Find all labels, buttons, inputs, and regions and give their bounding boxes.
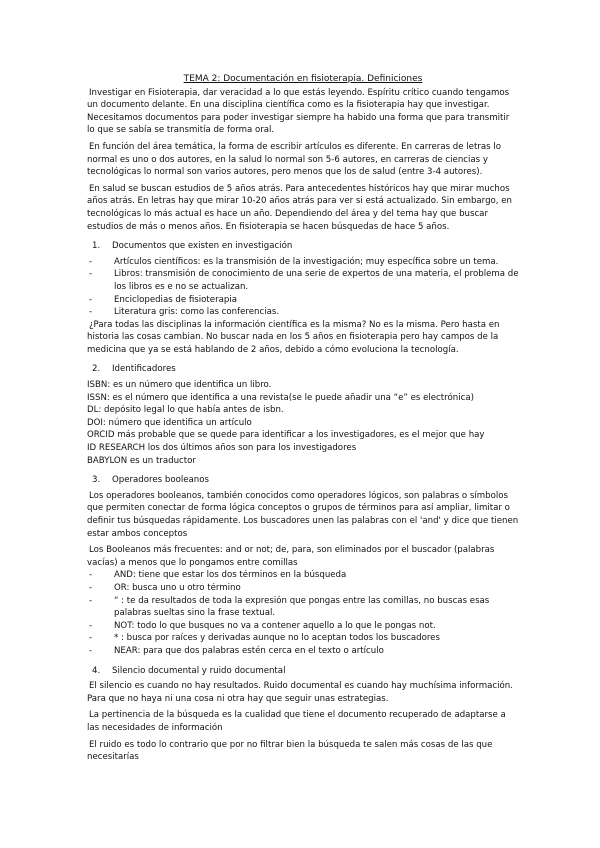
section-heading-identificadores — [87, 363, 519, 376]
section-title: Silencio documental y ruido documental — [112, 665, 286, 676]
identifier-line: ISBN: es un número que identifica un libro. — [87, 380, 272, 391]
list-item: - * : busca por raíces y derivadas aunque no lo aceptan todos los buscadores — [87, 632, 519, 645]
section-number: 2. — [92, 364, 101, 375]
intro-paragraph: En función del área temática, la forma de escribir artículos es diferente. En carreras de letras lo normal es uno o dos autores, en la salud lo normal son 5-6 autores, en carreras de ciencias y tecnológicas lo normal son varios autores, pero menos que los de salud (entre 3-4 autores). — [87, 141, 501, 178]
document-body — [87, 73, 519, 764]
identifier-line: ISSN: es el número que identifica a una revista(se le puede añadir una “e” es electrónica) — [87, 392, 474, 403]
section-heading-booleanos — [87, 474, 519, 487]
section-heading-silencio — [87, 665, 519, 678]
identifier-line: DOI: número que identifica un artículo — [87, 417, 252, 428]
document-title: TEMA 2: Documentación en fisioterapia. Definiciones — [183, 74, 423, 84]
operators-list — [87, 569, 519, 657]
list-item: - “ : te da resultados de toda la expresión que pongas entre las comillas, no buscas esas palabras sueltas sino la frase textual. — [87, 595, 519, 620]
identifier-line: BABYLON es un traductor — [87, 455, 196, 466]
section-paragraph: Los operadores booleanos, también conocidos como operadores lógicos, son palabras o símbolos que permiten conectar de forma lógica conceptos o grupos de términos para así ampliar, limitar o definir tus búsquedas rápidamente. Los buscadores unen las palabras con el 'and' y dice que tienen estar ambos conceptos — [87, 490, 519, 539]
list-item: - OR: busca uno u otro término — [87, 582, 519, 595]
section-title: Documentos que existen en investigación — [112, 241, 293, 252]
identifier-line: ORCID más probable que se quede para identificar a los investigadores, es el mejor que hay — [87, 430, 485, 441]
intro-paragraph: En salud se buscan estudios de 5 años atrás. Para antecedentes históricos hay que mirar muchos años atrás. En letras hay que mirar 10-20 años atrás para ver si está actualizado. Sin embargo, en tecnológicas lo más actual es hace un año. Dependiendo del área y del tema hay que buscar estudios de más o menos años. En fisioterapia se hacen búsquedas de hace 5 años. — [87, 183, 512, 232]
list-item: - Enciclopedias de fisioterapia — [87, 294, 519, 307]
section-paragraph: La pertinencia de la búsqueda es la cualidad que tiene el documento recuperado de adaptarse a las necesidades de información — [87, 710, 506, 733]
section-paragraph: ¿Para todas las disciplinas la información científica es la misma? No es la misma. Pero hasta en historia las cosas cambian. No buscar nada en los 5 años en fisioterapia pero hay campos de la medicina que ya se está hablando de 2 años, debido a cómo evoluciona la tecnología. — [87, 319, 500, 355]
section-heading-documentos — [87, 240, 519, 253]
section-paragraph: El ruido es todo lo contrario que por no filtrar bien la búsqueda te salen más cosas de las que necesitarías — [87, 739, 493, 763]
section-title: Identificadores — [112, 364, 176, 375]
section-title: Operadores booleanos — [112, 475, 209, 486]
list-item: - NOT: todo lo que busques no va a contener aquello a lo que le pongas not. — [87, 620, 519, 633]
identifier-line: DL: depósito legal lo que había antes de isbn. — [87, 405, 284, 416]
section-number: 1. — [92, 241, 101, 252]
list-item: - Artículos científicos: es la transmisión de la investigación; muy específica sobre un tema. — [87, 256, 519, 269]
section-paragraph: Los Booleanos más frecuentes: and or not; de, para, son eliminados por el buscador (palabras vacías) a menos que lo pongamos entre comillas — [87, 545, 495, 568]
section-paragraph: El silencio es cuando no hay resultados. Ruido documental es cuando hay muchísima información. Para que no haya ni una cosa ni otra hay que seguir unas estrategias. — [87, 681, 513, 704]
section-number: 4. — [92, 665, 101, 676]
list-item: - AND: tiene que estar los dos términos en la búsqueda — [87, 569, 519, 582]
section-number: 3. — [92, 475, 101, 486]
list-item: - Literatura gris: como las conferencias. — [87, 306, 519, 319]
documents-list — [87, 256, 519, 319]
list-item: - NEAR: para que dos palabras estén cerca en el texto o artículo — [87, 645, 519, 658]
list-item: - Libros: transmisión de conocimiento de una serie de expertos de una materia, el problema de los libros es e no se actualizan. — [87, 268, 519, 293]
intro-paragraph: Investigar en Fisioterapia, dar veracidad a lo que estás leyendo. Espíritu crítico cuando tengamos un documento delante. En una disciplina científica como es la fisioterapia hay que investigar. Necesitamos documentos para poder investigar siempre ha habido una forma que para transmitir lo que se sabía se transmitía de forma oral. — [87, 87, 510, 136]
identifier-line: ID RESEARCH los dos últimos años son para los investigadores — [87, 443, 357, 454]
